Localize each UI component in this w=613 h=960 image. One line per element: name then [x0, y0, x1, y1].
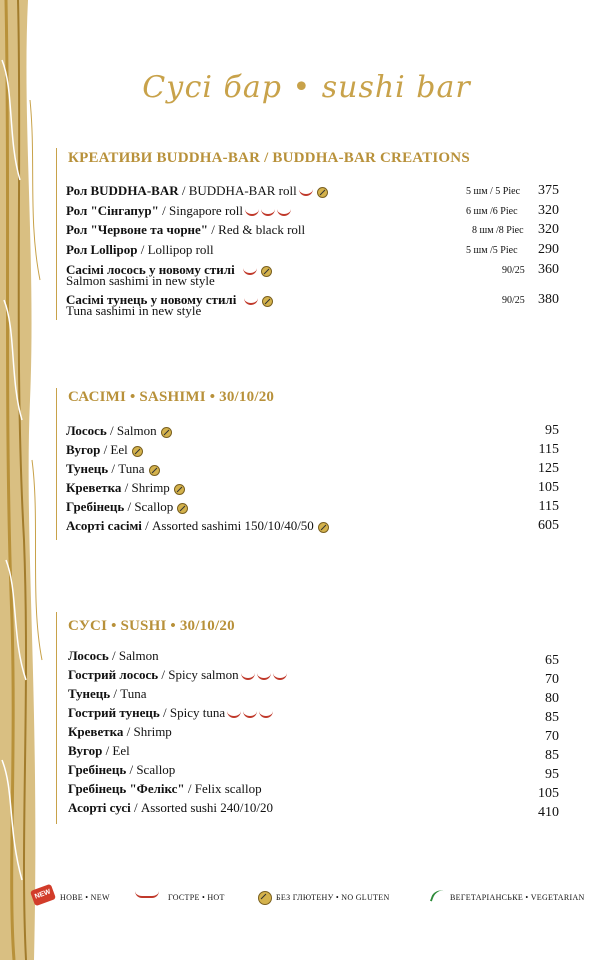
chili-icon	[245, 209, 259, 216]
item-price: 80	[545, 691, 559, 706]
item-name-en: / Eel	[102, 743, 130, 758]
menu-item	[0, 781, 613, 801]
chili-icon	[261, 209, 275, 216]
item-name-ua: Тунець	[66, 461, 109, 476]
legend-hot: ГОСТРЕ • HOT	[168, 893, 225, 902]
item-name-ua: Креветка	[68, 724, 124, 739]
item-name-ua: Креветка	[66, 480, 122, 495]
item-price: 105	[538, 480, 559, 495]
item-price: 125	[538, 461, 559, 476]
item-name-en: / Salmon	[108, 648, 159, 663]
item-name-ua: Асорті сасімі	[66, 518, 142, 533]
chili-icon	[277, 209, 291, 216]
item-name-en: Salmon sashimi in new style	[66, 273, 215, 288]
chili-icon	[273, 673, 287, 680]
item-quantity: 5 шм / 5 Piec	[466, 186, 521, 197]
no-gluten-icon	[132, 446, 143, 457]
item-price: 320	[538, 203, 559, 218]
item-quantity: 90/25	[502, 295, 525, 306]
chili-icon	[243, 711, 257, 718]
item-price: 85	[545, 710, 559, 725]
page-title: Сусі бар • sushi bar	[142, 70, 471, 105]
menu-item	[0, 461, 613, 481]
item-name-en: / Scallop	[126, 762, 176, 777]
item-name-ua: Тунець	[68, 686, 111, 701]
menu-item	[0, 800, 613, 820]
item-price: 105	[538, 786, 559, 801]
item-name-ua: Рол Lollipop	[66, 242, 138, 257]
item-name-ua: Асорті сусі	[68, 800, 131, 815]
item-price: 320	[538, 222, 559, 237]
item-name-ua: Гострий тунець	[68, 705, 160, 720]
item-name-ua: Гребінець	[66, 499, 125, 514]
item-price: 360	[538, 262, 559, 277]
item-name-ua: Вугор	[66, 442, 101, 457]
item-name-ua: Рол "Сінгапур"	[66, 203, 159, 218]
item-name-ua: Гострий лосось	[68, 667, 159, 682]
item-name-ua: Рол "Червоне та чорне"	[66, 222, 209, 237]
item-name-ua: Сасімі тунець у новому стилі	[66, 292, 237, 307]
item-name-en: / Salmon	[106, 423, 157, 438]
chili-icon	[259, 711, 273, 718]
item-name-en: / Felix scallop	[184, 781, 262, 796]
menu-item	[0, 183, 613, 203]
menu-item	[0, 242, 613, 262]
no-gluten-icon	[262, 296, 273, 307]
item-price: 290	[538, 242, 559, 257]
item-name-en: / Lollipop roll	[137, 242, 214, 257]
item-name-en: / Tuna	[108, 461, 145, 476]
item-name-en: / Tuna	[110, 686, 147, 701]
item-price: 115	[538, 442, 559, 457]
item-price: 70	[545, 672, 559, 687]
new-badge-icon: NEW	[30, 884, 56, 907]
section-title-sushi: СУСІ • SUSHI • 30/10/20	[68, 618, 235, 634]
menu-item	[0, 648, 613, 668]
item-name-ua: Гребінець "Фелікс"	[68, 781, 185, 796]
vegetarian-leaf-icon	[430, 888, 444, 905]
chili-icon	[135, 891, 159, 898]
item-quantity: 6 шм /6 Piec	[466, 206, 518, 217]
item-price: 380	[538, 292, 559, 307]
no-gluten-icon	[318, 522, 329, 533]
item-name-ua: Лосось	[66, 423, 107, 438]
menu-item	[0, 743, 613, 763]
no-gluten-icon	[174, 484, 185, 495]
item-price: 410	[538, 805, 559, 820]
section-title-sashimi: САСІМІ • SASHIMI • 30/10/20	[68, 389, 275, 405]
menu-item	[0, 499, 613, 519]
item-name-en: / Red & black roll	[208, 222, 306, 237]
menu-item	[0, 686, 613, 706]
item-name-en: / Scallop	[124, 499, 174, 514]
no-gluten-icon	[149, 465, 160, 476]
item-price: 85	[545, 748, 559, 763]
no-gluten-icon	[261, 266, 272, 277]
item-price: 95	[545, 767, 559, 782]
item-name-ua: Рол BUDDHA-BAR	[66, 183, 179, 198]
item-name-en: / BUDDHA-BAR roll	[178, 183, 297, 198]
chili-icon	[227, 711, 241, 718]
chili-icon	[299, 189, 313, 196]
menu-item	[0, 292, 613, 322]
menu-item	[0, 480, 613, 500]
menu-item	[0, 262, 613, 292]
menu-item	[0, 705, 613, 725]
no-gluten-icon	[177, 503, 188, 514]
chili-icon	[241, 673, 255, 680]
item-name-ua: Сасімі лосось у новому стилі	[66, 262, 235, 277]
menu-item	[0, 442, 613, 462]
item-name-ua: Лосось	[68, 648, 109, 663]
item-name-en: Tuna sashimi in new style	[66, 303, 202, 318]
item-price: 95	[545, 423, 559, 438]
item-price: 70	[545, 729, 559, 744]
item-price: 115	[538, 499, 559, 514]
menu-item	[0, 423, 613, 443]
legend-gluten: БЕЗ ГЛЮТЕНУ • NO GLUTEN	[276, 893, 390, 902]
item-name-en: / Spicy tuna	[159, 705, 226, 720]
item-name-en: / Singapore roll	[158, 203, 244, 218]
no-gluten-icon	[317, 187, 328, 198]
menu-item	[0, 222, 613, 242]
item-name-ua: Гребінець	[68, 762, 127, 777]
chili-icon	[244, 298, 258, 305]
item-name-en: / Assorted sashimi 150/10/40/50	[141, 518, 314, 533]
menu-item	[0, 203, 613, 223]
item-quantity: 8 шм /8 Piec	[472, 225, 524, 236]
menu-item	[0, 762, 613, 782]
item-name-ua: Вугор	[68, 743, 103, 758]
item-name-en: / Eel	[100, 442, 128, 457]
no-gluten-icon	[161, 427, 172, 438]
menu-item	[0, 724, 613, 744]
chili-icon	[257, 673, 271, 680]
item-quantity: 5 шм /5 Piec	[466, 245, 518, 256]
legend-new: НОВЕ • NEW	[60, 893, 110, 902]
item-name-en: / Shrimp	[123, 724, 172, 739]
item-name-en: / Shrimp	[121, 480, 170, 495]
item-quantity: 90/25	[502, 265, 525, 276]
item-price: 605	[538, 518, 559, 533]
menu-item	[0, 518, 613, 538]
no-gluten-icon	[258, 891, 272, 905]
item-name-en: / Assorted sushi 240/10/20	[130, 800, 274, 815]
item-price: 375	[538, 183, 559, 198]
item-name-en: / Spicy salmon	[158, 667, 239, 682]
item-price: 65	[545, 653, 559, 668]
section-title-creations: КРЕАТИВИ BUDDHA-BAR / BUDDHA-BAR CREATIONS	[68, 150, 470, 166]
legend-vegetarian: ВЕГЕТАРІАНСЬКЕ • VEGETARIAN	[450, 893, 585, 902]
menu-item	[0, 667, 613, 687]
chili-icon	[243, 268, 257, 275]
